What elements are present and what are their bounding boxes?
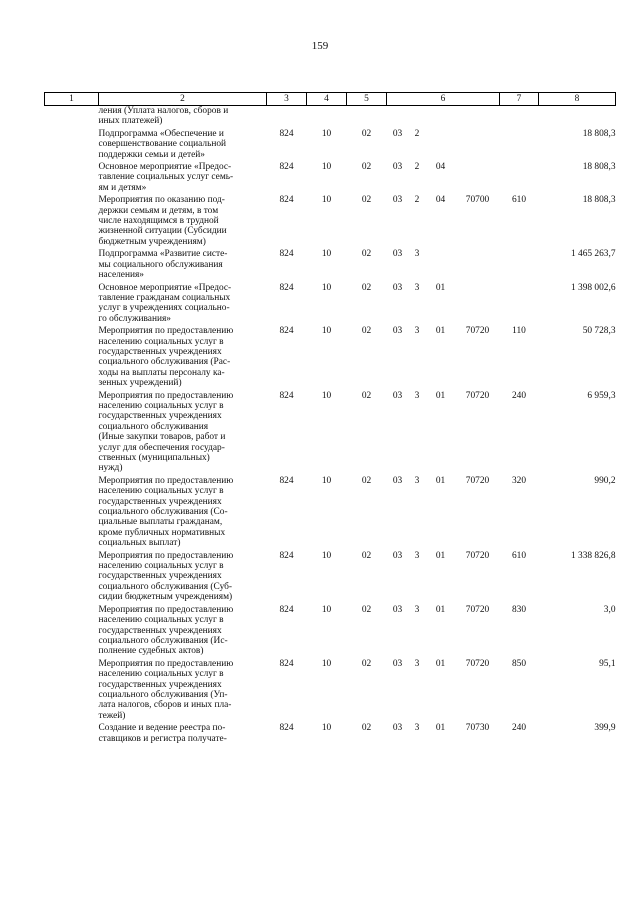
cell-code-4: 10: [321, 195, 332, 206]
cell-expense-type: 240: [511, 723, 527, 734]
cell-program-3: 01: [435, 658, 446, 669]
cell-program-3: [426, 106, 456, 129]
cell-code-4: 10: [321, 723, 332, 734]
cell-program-1: 03: [392, 326, 403, 337]
header-col-8: 8: [539, 93, 616, 106]
cell-program-4: 70730: [465, 723, 490, 734]
cell-code-3: 824: [279, 550, 294, 561]
cell-amount: 1 338 826,8: [570, 550, 616, 561]
cell-code-5: 02: [361, 475, 372, 486]
cell-expense-type: 110: [512, 326, 526, 337]
cell-code-3: 824: [279, 475, 294, 486]
cell-code-3: 824: [279, 604, 294, 615]
cell-program-1: 03: [392, 249, 403, 260]
cell-code-5: 02: [361, 390, 372, 401]
row-name: Основное мероприятие «Предос- тавление гражданам социальных услуг в учреждениях социально- го обслуживания»: [98, 282, 232, 324]
cell-amount: 1 398 002,6: [570, 282, 616, 293]
cell-code-3: 824: [279, 658, 294, 669]
cell-amount: [539, 106, 616, 129]
cell-program-3: 01: [435, 550, 446, 561]
table-row: [45, 326, 616, 390]
table-body: [45, 106, 616, 744]
cell-code-5: 02: [361, 723, 372, 734]
table-row: [45, 106, 616, 129]
cell-code-4: 10: [321, 550, 332, 561]
cell-code-4: 10: [321, 249, 332, 260]
cell-program-3: 01: [435, 723, 446, 734]
blank-cell: [45, 551, 99, 605]
cell-program-1: 03: [392, 162, 403, 173]
cell-program-4: 70720: [465, 658, 490, 669]
cell-code-4: 10: [321, 390, 332, 401]
cell-amount: 18 808,3: [582, 162, 616, 173]
cell-program-1: 03: [392, 282, 403, 293]
cell-program-3: 01: [435, 390, 446, 401]
blank-cell: [45, 391, 99, 476]
header-col-3: 3: [267, 93, 307, 106]
cell-code-3: 824: [279, 128, 294, 139]
cell-program-4: 70720: [465, 475, 490, 486]
table-row: [45, 162, 616, 195]
cell-code-3: 824: [279, 162, 294, 173]
cell-code-4: 10: [321, 326, 332, 337]
cell-program-2: 3: [414, 475, 420, 486]
cell-code-4: 10: [321, 162, 332, 173]
cell-amount: 399,9: [594, 723, 616, 734]
cell-program-4: [456, 162, 500, 195]
cell-code-5: 02: [361, 249, 372, 260]
header-col-4: 4: [307, 93, 347, 106]
cell-code-3: 824: [279, 195, 294, 206]
cell-code-4: 10: [321, 282, 332, 293]
cell-program-3: 01: [435, 604, 446, 615]
cell-expense-type: 610: [511, 550, 527, 561]
cell-code-5: 02: [361, 282, 372, 293]
cell-program-1: 03: [392, 658, 403, 669]
table-row: [45, 283, 616, 327]
cell-program-2: 2: [414, 195, 420, 206]
cell-code-5: 02: [361, 326, 372, 337]
cell-program-2: 3: [414, 249, 420, 260]
cell-code-5: 02: [361, 128, 372, 139]
cell-program-2: 3: [414, 550, 420, 561]
cell-expense-type: [500, 283, 539, 327]
table-row: [45, 129, 616, 162]
cell-code-4: 10: [321, 128, 332, 139]
cell-code-5: 02: [361, 162, 372, 173]
table-row: [45, 659, 616, 723]
blank-cell: [45, 605, 99, 659]
row-name: Мероприятия по предоставлению населению социальных услуг в государственных учреждениях социального обслуживания (Ис- полнение судебных актов): [98, 604, 234, 657]
cell-expense-type: [500, 249, 539, 282]
row-name: Мероприятия по предоставлению населению социальных услуг в государственных учреждениях социального обслуживания (Со- циальные выплаты гражданам, кроме публичных нормативных социальных выплат): [98, 475, 234, 549]
cell-code-4: [307, 106, 347, 129]
budget-table: [44, 92, 616, 744]
cell-program-1: 03: [392, 128, 403, 139]
cell-program-1: 03: [392, 475, 403, 486]
cell-program-3: 01: [435, 282, 446, 293]
cell-program-1: 03: [392, 604, 403, 615]
cell-amount: 18 808,3: [582, 128, 616, 139]
cell-amount: 6 959,3: [587, 390, 616, 401]
cell-program-1: 03: [392, 195, 403, 206]
table-row: [45, 249, 616, 282]
cell-program-4: 70720: [465, 550, 490, 561]
cell-program-2: 3: [414, 390, 420, 401]
cell-program-2: [409, 106, 426, 129]
blank-cell: [45, 476, 99, 551]
cell-program-4: 70720: [465, 390, 490, 401]
cell-expense-type: [500, 129, 539, 162]
cell-program-1: 03: [392, 390, 403, 401]
header-col-7: 7: [500, 93, 539, 106]
table-row: [45, 391, 616, 476]
cell-program-4: 70720: [465, 326, 490, 337]
blank-cell: [45, 106, 99, 129]
cell-expense-type: 830: [511, 604, 527, 615]
cell-program-4: [456, 106, 500, 129]
row-name: Мероприятия по предоставлению населению социальных услуг в государственных учреждениях социального обслуживания (Суб- сидии бюджетным учреждениям): [98, 550, 234, 603]
table-row: [45, 195, 616, 249]
cell-program-2: 3: [414, 604, 420, 615]
blank-cell: [45, 326, 99, 390]
cell-program-2: 3: [414, 658, 420, 669]
cell-amount: 990,2: [594, 475, 616, 486]
cell-amount: 18 808,3: [582, 195, 616, 206]
cell-program-4: 70720: [465, 604, 490, 615]
row-name: Создание и ведение реестра по- ставщиков и регистра получате-: [98, 723, 227, 744]
cell-program-2: 3: [414, 723, 420, 734]
table-row: [45, 723, 616, 744]
page-number: 159: [311, 40, 329, 52]
cell-expense-type: 320: [511, 475, 527, 486]
cell-program-4: [456, 249, 500, 282]
cell-program-3: 04: [435, 195, 446, 206]
cell-program-2: 2: [414, 162, 420, 173]
cell-program-4: [456, 283, 500, 327]
cell-code-5: 02: [361, 604, 372, 615]
row-name: Подпрограмма «Обеспечение и совершенствование социальной поддержки семьи и детей»: [98, 128, 227, 160]
cell-code-4: 10: [321, 604, 332, 615]
table-row: [45, 476, 616, 551]
cell-expense-type: 850: [511, 658, 527, 669]
header-col-2: 2: [99, 93, 267, 106]
row-name: Основное мероприятие «Предос- тавление социальных услуг семь- ям и детям»: [98, 162, 234, 193]
row-name: ления (Уплата налогов, сборов и иных платежей): [98, 106, 229, 127]
row-name: Мероприятия по оказанию под- держки семьям и детям, в том числе находящимся в трудной жизненной ситуации (Субсидии бюджетным учреждениям): [98, 195, 227, 247]
cell-program-2: 3: [414, 282, 420, 293]
cell-expense-type: [500, 106, 539, 129]
cell-expense-type: 240: [511, 390, 527, 401]
cell-program-3: 01: [435, 475, 446, 486]
header-col-5: 5: [347, 93, 387, 106]
cell-amount: 50 728,3: [582, 326, 616, 337]
row-name: Подпрограмма «Развитие систе- мы социального обслуживания населения»: [98, 249, 228, 281]
cell-code-5: [347, 106, 387, 129]
cell-code-3: [267, 106, 307, 129]
table-header-row: [45, 93, 616, 106]
row-name: Мероприятия по предоставлению населению социальных услуг в государственных учреждениях социального обслуживания (Уп- лата налогов, сборов и иных пла- тежей): [98, 658, 234, 721]
cell-expense-type: 610: [511, 195, 527, 206]
blank-cell: [45, 283, 99, 327]
blank-cell: [45, 162, 99, 195]
table-row: [45, 605, 616, 659]
cell-program-3: [426, 129, 456, 162]
cell-code-5: 02: [361, 195, 372, 206]
cell-code-4: 10: [321, 658, 332, 669]
cell-program-1: [387, 106, 409, 129]
cell-program-1: 03: [392, 550, 403, 561]
blank-cell: [45, 129, 99, 162]
cell-program-1: 03: [392, 723, 403, 734]
cell-code-3: 824: [279, 282, 294, 293]
row-name: Мероприятия по предоставлению населению социальных услуг в государственных учреждениях социального обслуживания (Иные закупки товаров, работ и услуг для обеспечения государ- ственных (муниципальных) нужд): [98, 390, 234, 474]
blank-cell: [45, 723, 99, 744]
cell-code-3: 824: [279, 249, 294, 260]
header-col-1: 1: [45, 93, 99, 106]
row-name: Мероприятия по предоставлению населению социальных услуг в государственных учреждениях социального обслуживания (Рас- ходы на выплаты персоналу ка- зенных учреждений): [98, 326, 234, 389]
cell-program-4: [456, 129, 500, 162]
cell-code-3: 824: [279, 390, 294, 401]
cell-code-3: 824: [279, 723, 294, 734]
cell-amount: 3,0: [603, 604, 616, 615]
cell-expense-type: [500, 162, 539, 195]
blank-cell: [45, 249, 99, 282]
blank-cell: [45, 195, 99, 249]
cell-code-4: 10: [321, 475, 332, 486]
cell-program-3: 04: [435, 162, 446, 173]
cell-program-2: 2: [414, 128, 420, 139]
cell-program-3: 01: [435, 326, 446, 337]
cell-code-3: 824: [279, 326, 294, 337]
table-row: [45, 551, 616, 605]
cell-amount: 95,1: [599, 658, 616, 669]
cell-code-5: 02: [361, 550, 372, 561]
cell-program-2: 3: [414, 326, 420, 337]
cell-code-5: 02: [361, 658, 372, 669]
cell-amount: 1 465 263,7: [570, 249, 616, 260]
cell-program-4: 70700: [465, 195, 490, 206]
blank-cell: [45, 659, 99, 723]
header-col-6: 6: [387, 93, 500, 106]
cell-program-3: [426, 249, 456, 282]
